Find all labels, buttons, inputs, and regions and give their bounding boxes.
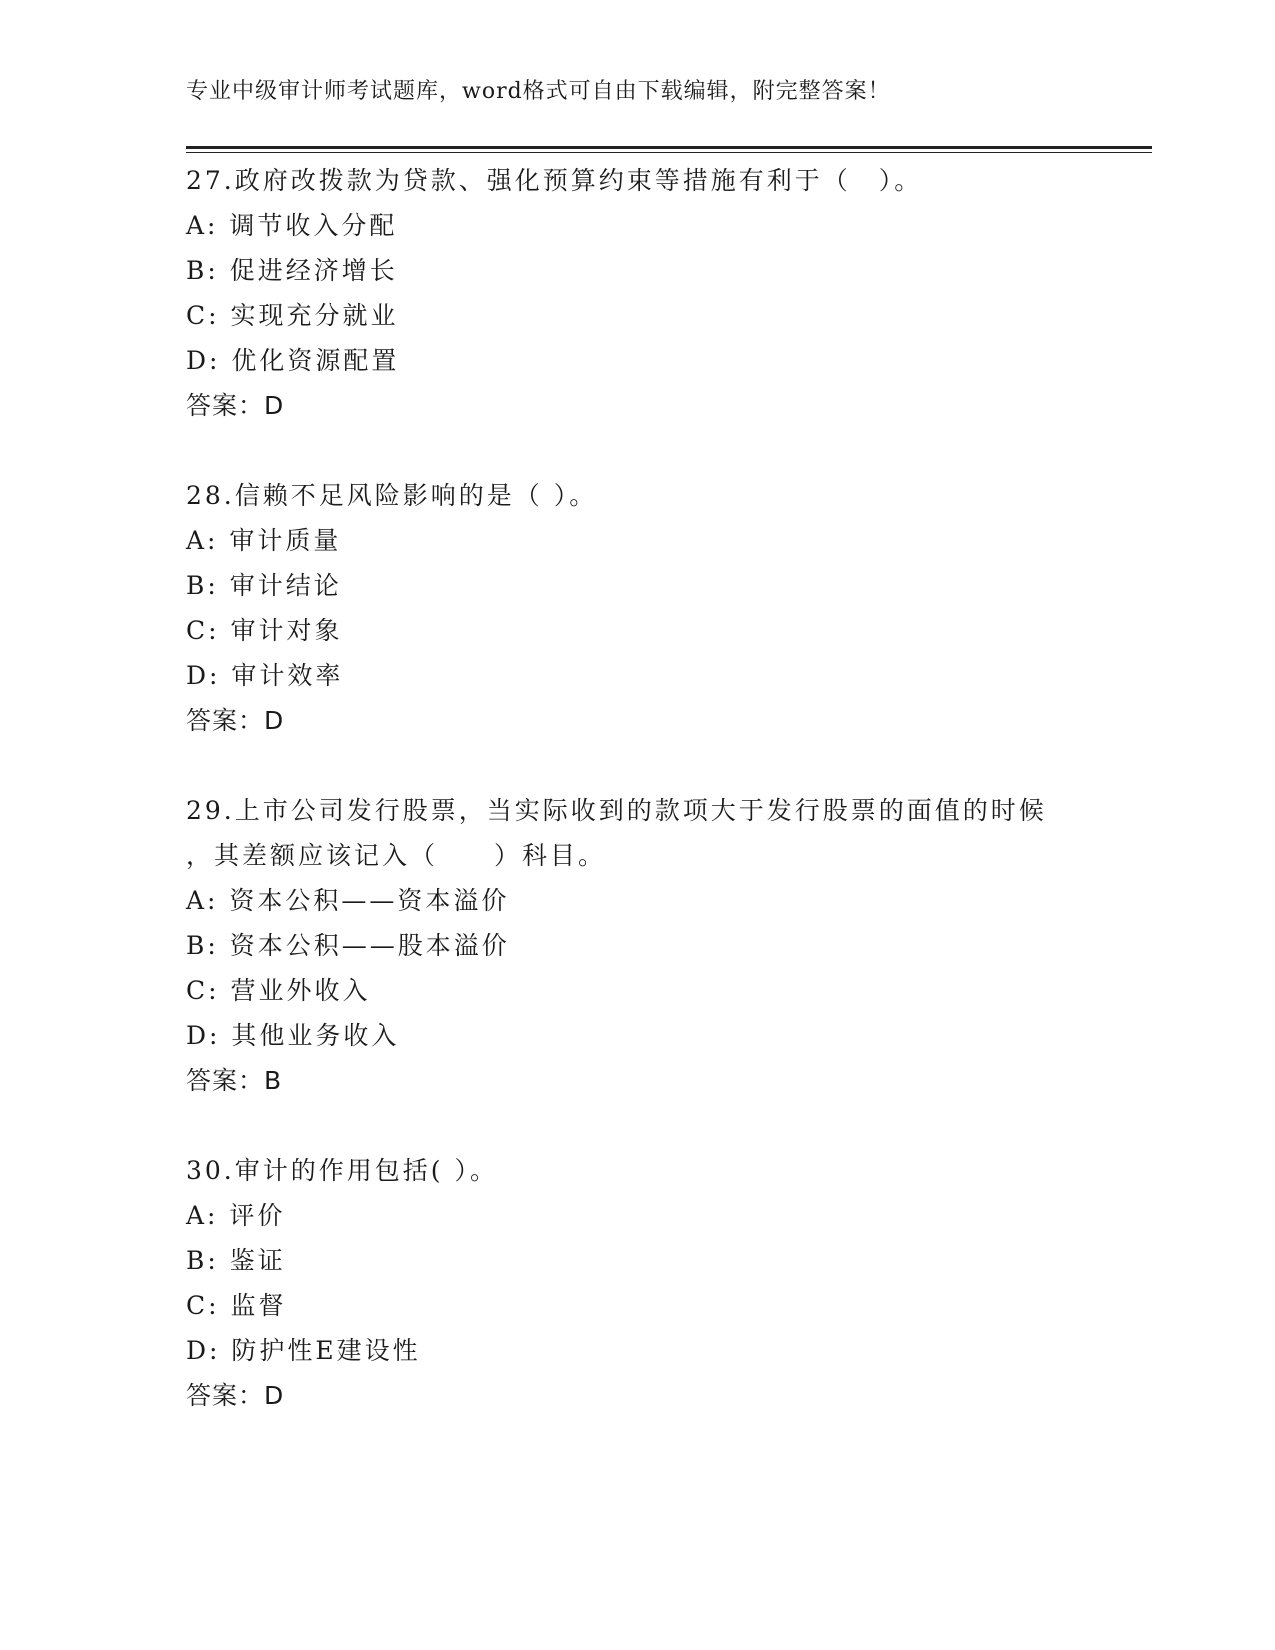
option-d: D: 审计效率 [186,661,344,690]
option-c: C: 审计对象 [186,616,343,645]
option-a: A: 审计质量 [186,526,342,555]
option-d: D: 防护性E建设性 [186,1336,421,1365]
option-c: C: 营业外收入 [186,976,371,1005]
question-30 [186,1148,1086,1418]
option-b: B: 鉴证 [186,1246,286,1275]
spacer [186,1103,1086,1148]
question-27 [186,158,1086,428]
header-rule-thin [186,152,1152,153]
question-title: 28.信赖不足风险影响的是（ ）。 [186,481,598,510]
spacer [186,743,1086,788]
option-c: C: 实现充分就业 [186,301,399,330]
question-title: 27.政府改拨款为贷款、强化预算约束等措施有利于（ ）。 [186,166,923,195]
option-a: A: 调节收入分配 [186,211,398,240]
question-title: 30.审计的作用包括( ）。 [186,1156,498,1185]
spacer [186,428,1086,473]
question-list [186,158,1086,1418]
option-b: B: 促进经济增长 [186,256,398,285]
question-title-line-2: ，其差额应该记入（ ）科目。 [186,841,607,870]
header-rule-thick [186,146,1152,149]
option-b: B: 资本公积——股本溢价 [186,931,510,960]
option-a: A: 评价 [186,1201,286,1230]
option-c: C: 监督 [186,1291,287,1320]
answer: 答案：D [186,391,285,420]
option-d: D: 其他业务收入 [186,1021,400,1050]
answer: 答案：B [186,1066,283,1095]
question-title-line-1: 29.上市公司发行股票，当实际收到的款项大于发行股票的面值的时候 [186,796,1047,825]
option-b: B: 审计结论 [186,571,342,600]
question-28 [186,473,1086,743]
page-header: 专业中级审计师考试题库，word格式可自由下载编辑，附完整答案！ [186,79,891,104]
option-d: D: 优化资源配置 [186,346,400,375]
option-a: A: 资本公积——资本溢价 [186,886,510,915]
answer: 答案：D [186,1381,285,1410]
answer: 答案：D [186,706,285,735]
question-29 [186,788,1086,1103]
